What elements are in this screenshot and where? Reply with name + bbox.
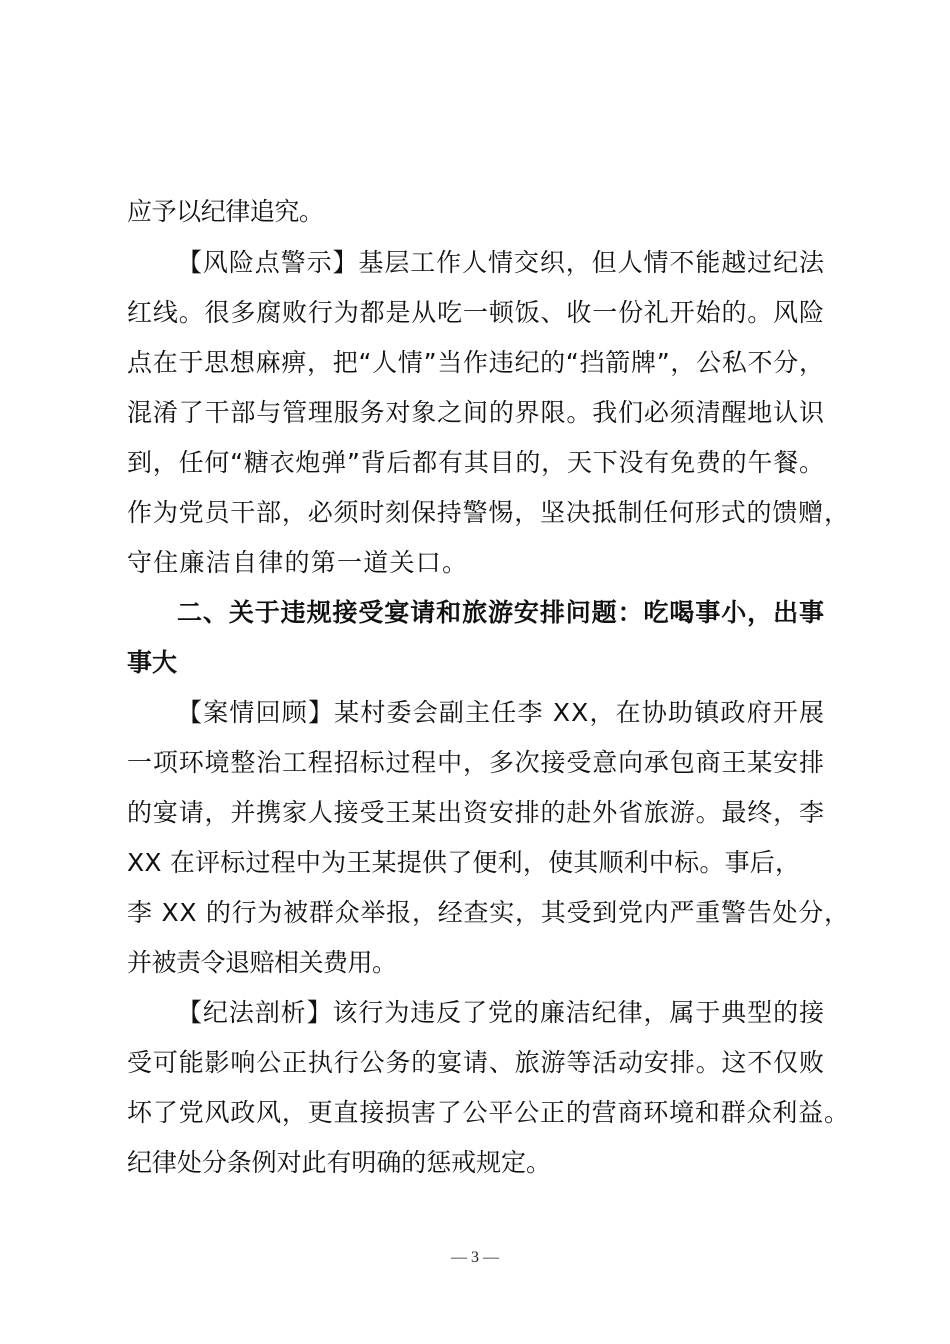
line-text: 作为党员干部，必须时刻保持警惕，坚决抵制任何形式的馈赠， [127,498,850,527]
paragraph-line [0,338,950,388]
paragraph-line [0,438,950,488]
paragraph-line [0,788,950,838]
line-text: 混淆了干部与管理服务对象之间的界限。我们必须清醒地认识 [127,398,825,427]
paragraph-line [0,938,950,988]
paragraph-line [0,388,950,438]
line-text: 纪律处分条例对此有明确的惩戒规定。 [127,1148,551,1177]
paragraph-line [0,988,950,1038]
paragraph-line [0,688,950,738]
paragraph-line [0,1038,950,1088]
paragraph-line [0,538,950,588]
line-text: 应予以纪律追究。 [127,197,324,226]
paragraph-line [0,238,950,288]
paragraph-line [0,1138,950,1188]
line-text: 坏了党风政风，更直接损害了公平公正的营商环境和群众利益。 [127,1098,850,1127]
section-heading-line [0,638,950,688]
line-text: 【纪法剖析】该行为违反了党的廉洁纪律，属于典型的接 [177,998,825,1027]
line-text: 并被责令退赔相关费用。 [127,948,397,977]
paragraph-line [0,288,950,338]
line-text: 守住廉洁自律的第一道关口。 [127,548,469,577]
line-text: XX 在评标过程中为王某提供了便利，使其顺利中标。事后， [127,848,801,877]
line-text: 一项环境整治工程招标过程中，多次接受意向承包商王某安排 [127,748,825,777]
paragraph-line [0,488,950,538]
line-text: 点在于思想麻痹，把“人情”当作违纪的“挡箭牌”，公私不分， [127,348,825,377]
section-heading-line [0,588,950,638]
paragraph-line [0,187,950,237]
section-heading-text: 二、关于违规接受宴请和旅游安排问题：吃喝事小，出事 [177,598,825,627]
line-text: 受可能影响公正执行公务的宴请、旅游等活动安排。这不仅败 [127,1048,825,1077]
paragraph-line [0,1088,950,1138]
line-text: 【案情回顾】某村委会副主任李 XX，在协助镇政府开展 [177,698,826,727]
line-text: 【风险点警示】基层工作人情交织，但人情不能越过纪法 [177,248,825,277]
section-heading-text: 事大 [127,648,177,677]
line-text: 红线。很多腐败行为都是从吃一顿饭、收一份礼开始的。风险 [127,298,825,327]
paragraph-line [0,738,950,788]
paragraph-line [0,888,950,938]
line-text: 的宴请，并携家人接受王某出资安排的赴外省旅游。最终，李 [127,798,825,827]
line-text: 李 XX 的行为被群众举报，经查实，其受到党内严重警告处分， [127,898,850,927]
page-number: — 3 — [451,1249,499,1266]
paragraph-line [0,838,950,888]
line-text: 到，任何“糖衣炮弹”背后都有其目的，天下没有免费的午餐。 [127,448,825,477]
